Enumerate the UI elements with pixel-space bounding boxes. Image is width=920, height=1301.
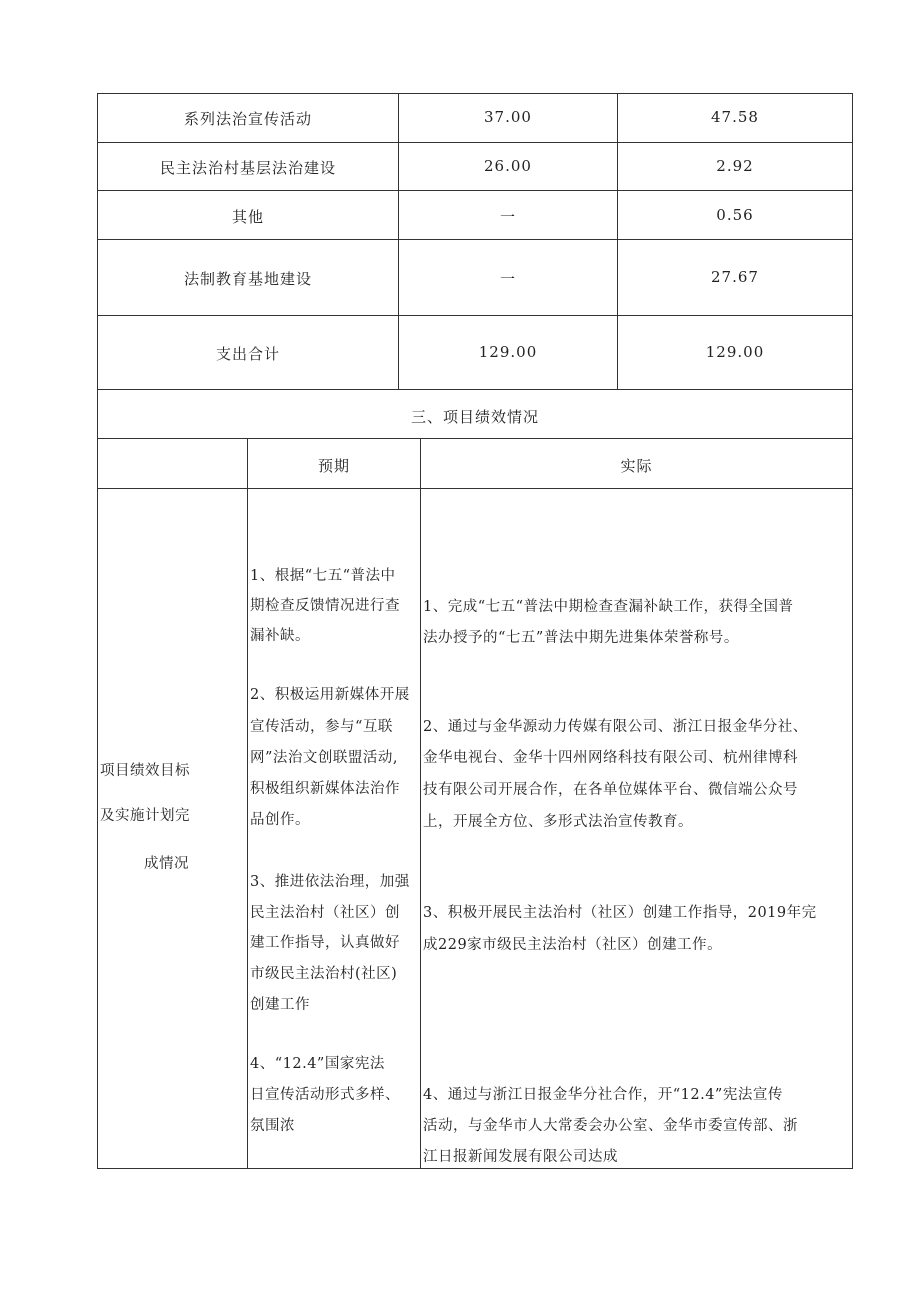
actual-value: 0.56 bbox=[716, 206, 754, 224]
actual-line: 成229家市级民主法治村（社区）创建工作。 bbox=[423, 937, 723, 953]
expected-line: 氛围浓 bbox=[250, 1118, 295, 1134]
row-divider bbox=[97, 315, 853, 316]
budget-value: 一 bbox=[499, 270, 516, 288]
actual-value: 47.58 bbox=[711, 108, 759, 126]
item-label: 系列法治宣传活动 bbox=[183, 110, 312, 128]
expected-line: 日宣传活动形式多样、 bbox=[250, 1087, 400, 1103]
expected-line: 民主法治村（社区）创 bbox=[250, 905, 400, 921]
actual-line: 金华电视台、金华十四州网络科技有限公司、杭州律博科 bbox=[423, 750, 798, 766]
expected-line: 创建工作 bbox=[250, 997, 310, 1013]
item-label: 法制教育基地建设 bbox=[183, 270, 312, 288]
total-label: 支出合计 bbox=[215, 345, 280, 363]
budget-value: 37.00 bbox=[484, 108, 532, 126]
table-border-left bbox=[97, 93, 98, 1169]
expected-line: 3、推进依法治理，加强 bbox=[250, 874, 410, 890]
actual-line: 1、完成“七五“普法中期检查查漏补缺工作，获得全国普 bbox=[423, 599, 794, 615]
actual-value: 2.92 bbox=[716, 157, 754, 175]
row-label-line: 项目绩效目标 bbox=[100, 763, 190, 779]
expected-line: 1、根据“七五“普法中 bbox=[250, 568, 396, 584]
actual-line: 技有限公司开展合作，在各单位媒体平台、微信端公众号 bbox=[423, 782, 798, 798]
expected-line: 网”法治文创联盟活动, bbox=[250, 750, 399, 766]
expected-line: 漏补缺。 bbox=[250, 628, 310, 644]
total-actual: 129.00 bbox=[705, 343, 765, 361]
row-divider bbox=[97, 190, 853, 191]
actual-line: 上，开展全方位、多形式法治宣传教育。 bbox=[423, 814, 693, 830]
expected-line: 4、“12.4”国家宪法 bbox=[250, 1056, 385, 1072]
table-border-top bbox=[97, 93, 853, 94]
expected-line: 市级民主法治村(社区) bbox=[250, 966, 398, 982]
row-label-line: 及实施计划完 bbox=[100, 808, 190, 824]
row-divider bbox=[97, 488, 853, 489]
section-title: 三、项目绩效情况 bbox=[410, 408, 539, 426]
row-label-line: 成情况 bbox=[144, 856, 189, 872]
row-divider bbox=[97, 438, 853, 439]
table-border-right bbox=[852, 93, 853, 1169]
item-label: 其他 bbox=[231, 208, 264, 226]
actual-line: 江日报新闻发展有限公司达成 bbox=[423, 1149, 618, 1165]
actual-line: 法办授予的“七五”普法中期先进集体荣誉称号。 bbox=[423, 630, 739, 646]
budget-value: 26.00 bbox=[484, 157, 532, 175]
expected-line: 积极组织新媒体法治作 bbox=[250, 781, 400, 797]
item-label: 民主法治村基层法治建设 bbox=[159, 159, 336, 177]
row-divider bbox=[97, 389, 853, 390]
row-divider bbox=[97, 142, 853, 143]
expected-header: 预期 bbox=[317, 457, 350, 475]
expected-line: 品创作。 bbox=[250, 812, 310, 828]
actual-line: 2、通过与金华源动力传媒有限公司、浙江日报金华分社、 bbox=[423, 719, 808, 735]
expected-line: 建工作指导，认真做好 bbox=[250, 935, 400, 951]
expected-line: 2、积极运用新媒体开展 bbox=[250, 687, 410, 703]
column-divider bbox=[420, 438, 421, 1169]
actual-value: 27.67 bbox=[711, 268, 759, 286]
actual-line: 3、积极开展民主法治村（社区）创建工作指导，2019年完 bbox=[423, 905, 817, 921]
actual-header: 实际 bbox=[620, 457, 653, 475]
budget-value: 一 bbox=[499, 208, 516, 226]
column-divider bbox=[247, 438, 248, 1169]
expected-line: 宣传活动，参与“互联 bbox=[250, 719, 393, 735]
expected-line: 期检查反馈情况进行查 bbox=[250, 598, 400, 614]
row-divider bbox=[97, 239, 853, 240]
actual-line: 4、通过与浙江日报金华分社合作，开“12.4”宪法宣传 bbox=[423, 1087, 783, 1103]
actual-line: 活动，与金华市人大常委会办公室、金华市委宣传部、浙 bbox=[423, 1118, 798, 1134]
total-budget: 129.00 bbox=[478, 343, 538, 361]
